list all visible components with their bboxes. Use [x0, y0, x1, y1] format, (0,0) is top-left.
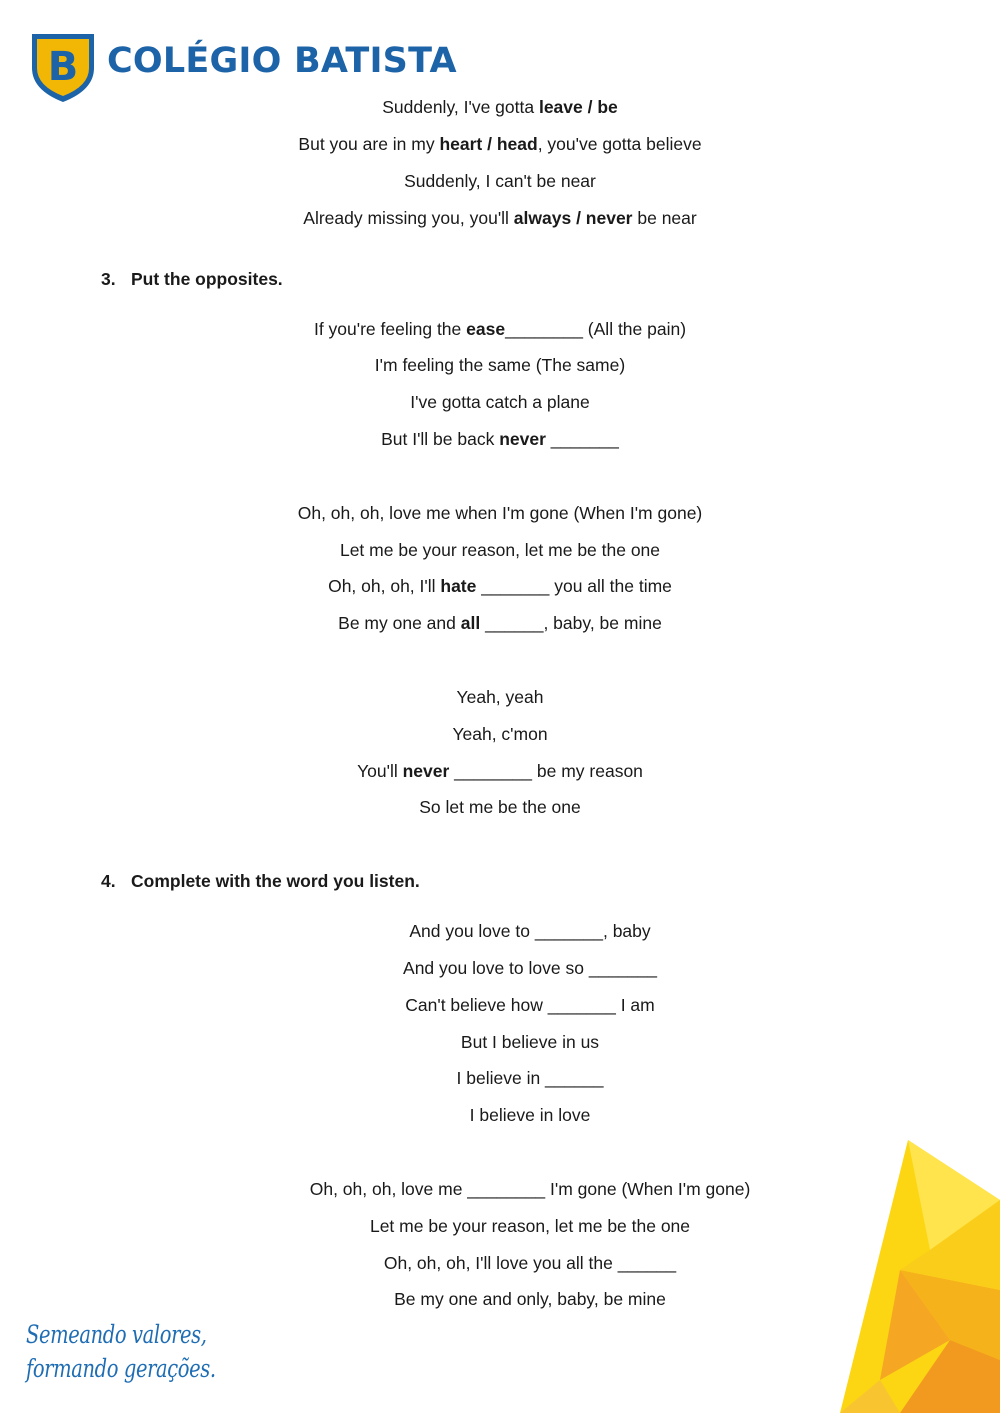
lyric-line: Yeah, c'mon — [452, 724, 548, 744]
section-4-heading: 4. Complete with the word you listen. — [101, 871, 420, 891]
lyric-line: You'll never ________ be my reason — [357, 761, 643, 781]
lyric-line: And you love to love so _______ — [403, 958, 657, 978]
lyric-line: Oh, oh, oh, I'll hate _______ you all the time — [328, 576, 672, 596]
lyric-line: Be my one and all ______, baby, be mine — [338, 613, 662, 633]
school-name: COLÉGIO BATISTA — [107, 41, 457, 81]
lyric-line: I'm feeling the same (The same) — [374, 355, 626, 375]
lyric-line: Oh, oh, oh, love me ________ I'm gone (When I'm gone) — [309, 1179, 751, 1199]
slogan-line-2: formando gerações. — [26, 1354, 216, 1383]
lyric-line: But I believe in us — [460, 1032, 600, 1052]
lyric-line: Suddenly, I've gotta leave / be — [382, 97, 618, 117]
lyric-line: I believe in ______ — [456, 1068, 604, 1088]
lyric-line: Yeah, yeah — [456, 687, 544, 707]
section-3-heading: 3. Put the opposites. — [101, 269, 283, 289]
lyric-line: Oh, oh, oh, I'll love you all the ______ — [383, 1253, 677, 1273]
decorative-polygon-graphic — [840, 1140, 1000, 1413]
lyric-line: Oh, oh, oh, love me when I'm gone (When I'm gone) — [297, 503, 703, 523]
lyric-line: If you're feeling the ease________ (All the pain) — [313, 319, 687, 339]
lyric-line: I've gotta catch a plane — [410, 392, 590, 412]
lyric-line: Let me be your reason, let me be the one — [339, 540, 661, 560]
school-shield-logo — [28, 28, 98, 104]
lyric-line: Already missing you, you'll always / never be near — [303, 208, 697, 228]
slogan-line-1: Semeando valores, — [26, 1320, 207, 1349]
logo-letter: B — [47, 44, 79, 90]
lyric-line: I believe in love — [469, 1105, 591, 1125]
lyric-line: So let me be the one — [419, 797, 581, 817]
lyric-line: Suddenly, I can't be near — [404, 171, 596, 191]
lyric-line: Let me be your reason, let me be the one — [369, 1216, 691, 1236]
lyric-line: Be my one and only, baby, be mine — [394, 1289, 666, 1309]
lyric-line: And you love to _______, baby — [409, 921, 651, 941]
lyric-line: But you are in my heart / head, you've gotta believe — [298, 134, 702, 154]
lyric-line: Can't believe how _______ I am — [405, 995, 655, 1015]
lyric-line: But I'll be back never _______ — [381, 429, 619, 449]
